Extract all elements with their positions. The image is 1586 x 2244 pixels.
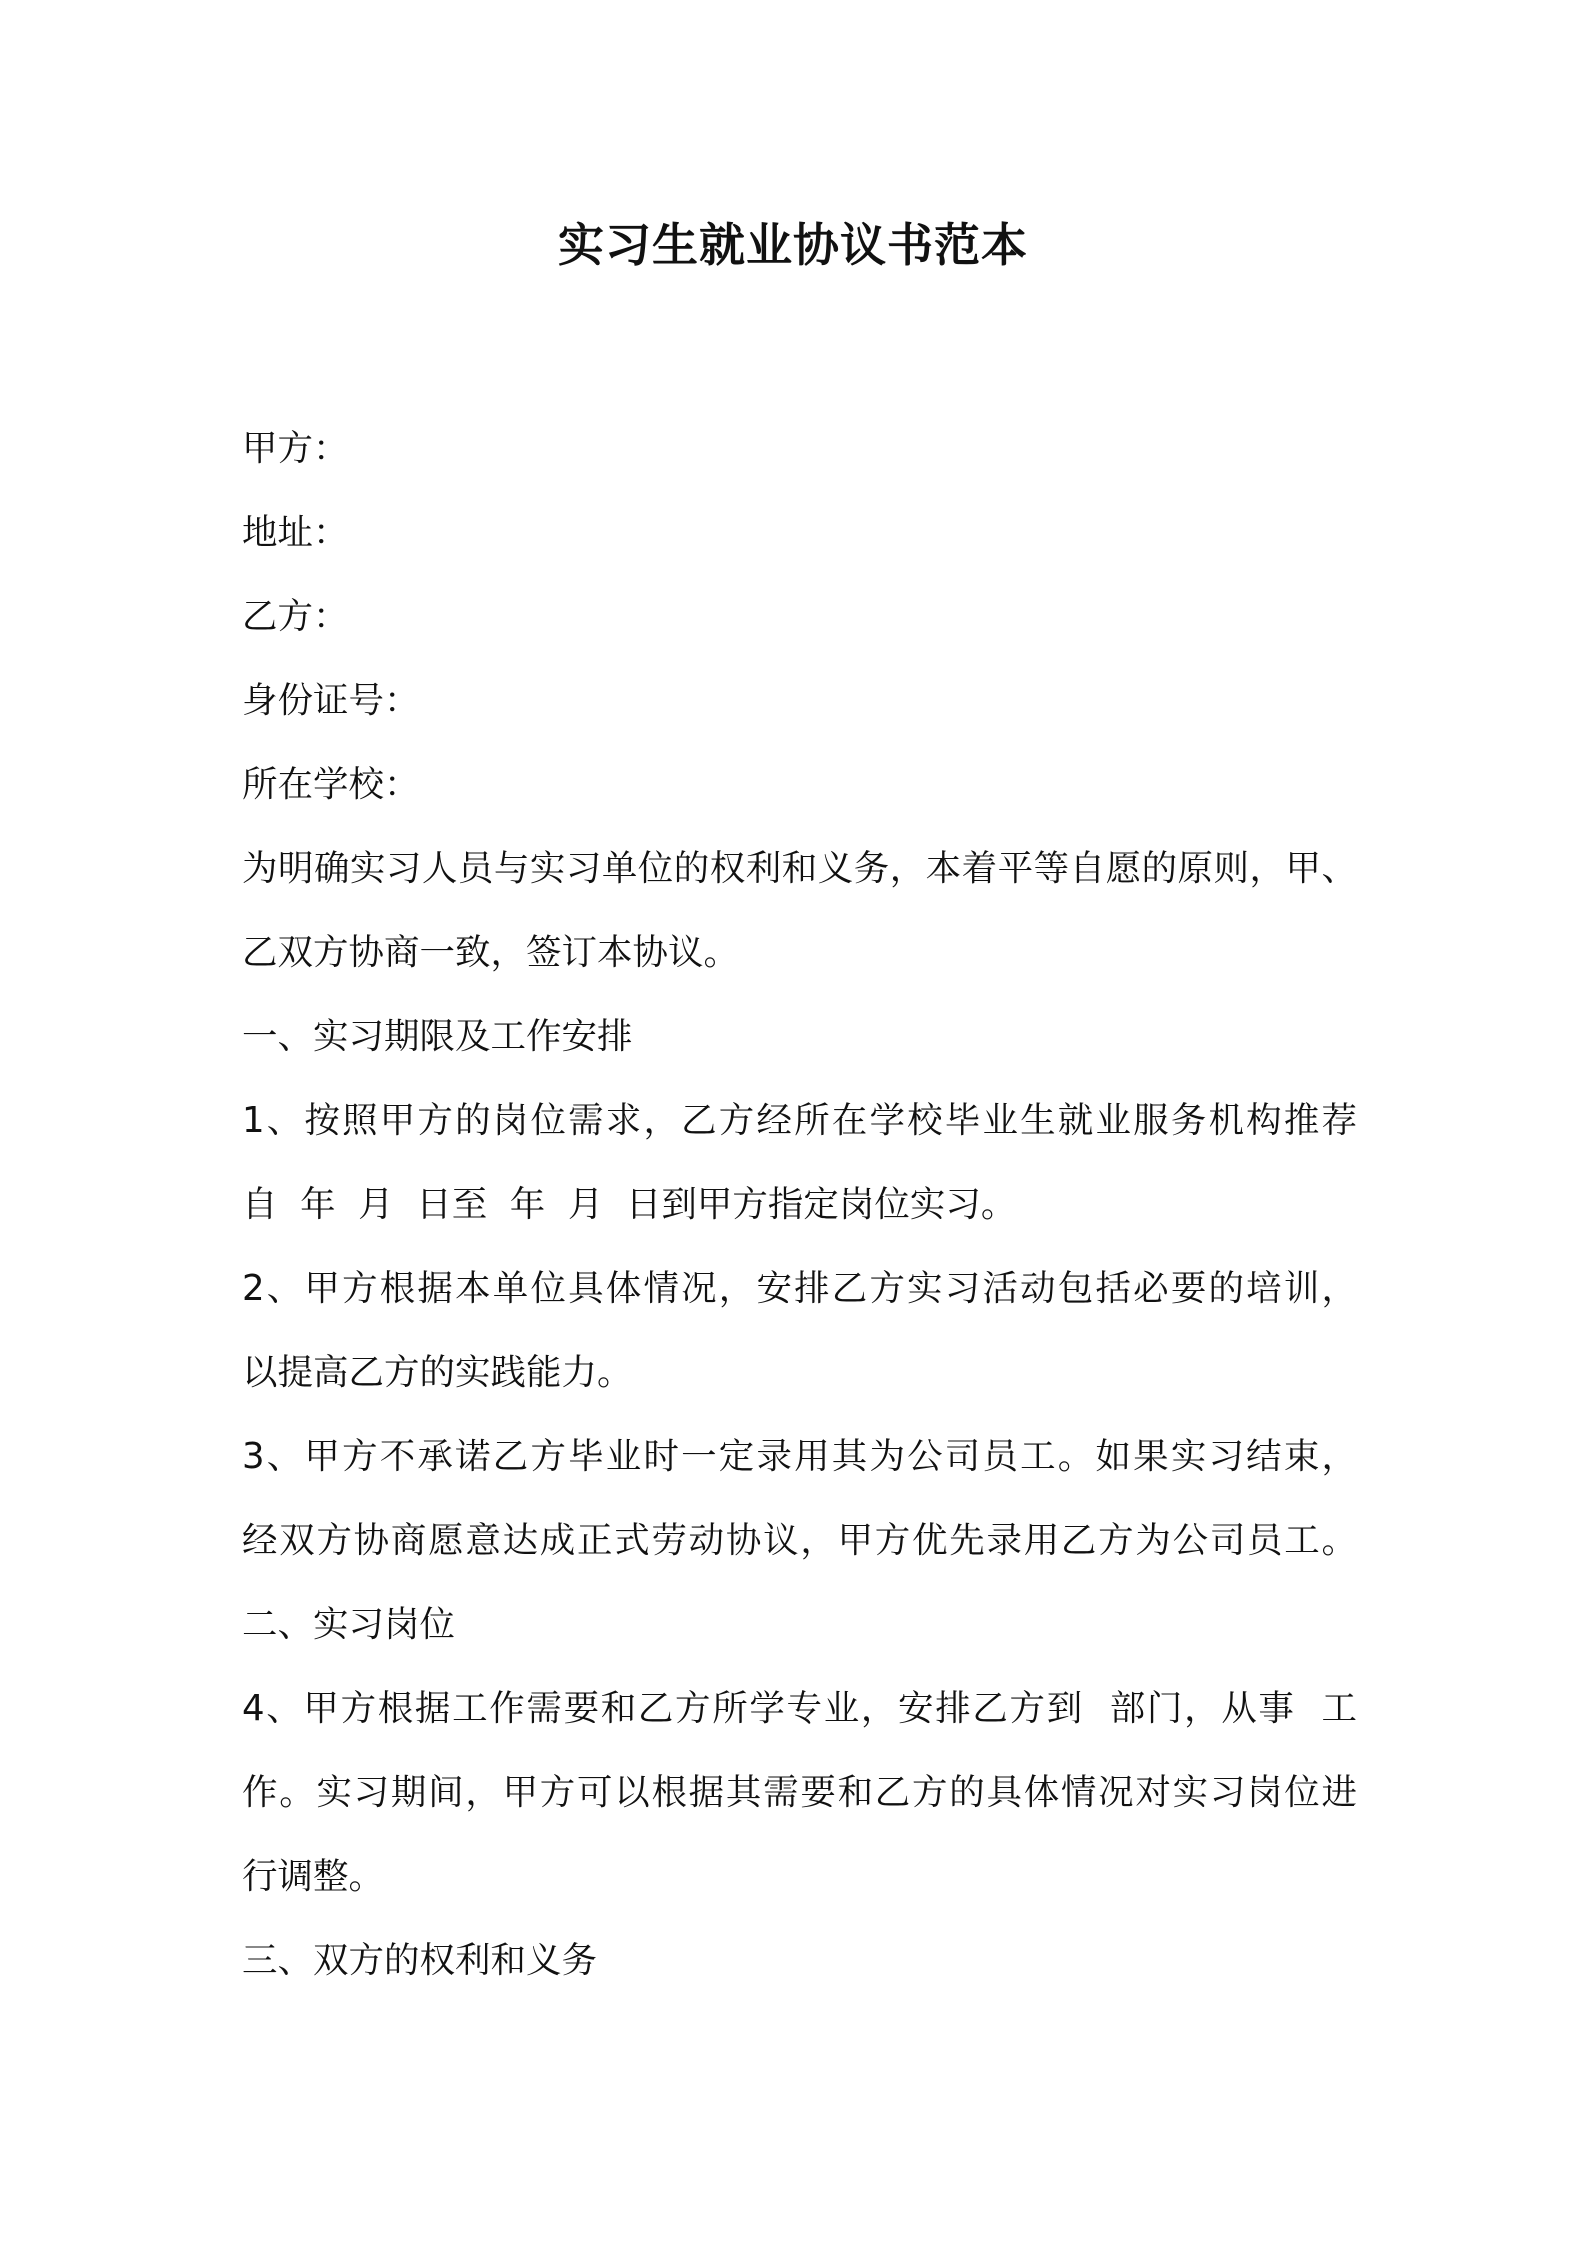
section-3-heading: 三、双方的权利和义务 xyxy=(242,1940,598,1981)
clause-3-line-1: 3、甲方不承诺乙方毕业时一定录用其为公司员工。如果实习结束， xyxy=(242,1436,1357,1477)
section-1-heading: 一、实习期限及工作安排 xyxy=(242,1016,633,1057)
section-2-heading: 二、实习岗位 xyxy=(242,1604,456,1645)
clause-2-line-1: 2、甲方根据本单位具体情况，安排乙方实习活动包括必要的培训， xyxy=(242,1268,1357,1309)
field-party-b: 乙方： xyxy=(242,596,349,637)
clause-4-line-3: 行调整。 xyxy=(242,1856,385,1897)
intro-line-2: 乙双方协商一致，签订本协议。 xyxy=(242,932,740,973)
field-party-a: 甲方： xyxy=(242,428,349,469)
field-address: 地址： xyxy=(242,512,349,553)
clause-2-line-2: 以提高乙方的实践能力。 xyxy=(242,1352,633,1393)
field-school: 所在学校： xyxy=(242,764,420,805)
document-title: 实习生就业协议书范本 xyxy=(558,218,1028,272)
field-id-number: 身份证号： xyxy=(242,680,420,721)
clause-4-line-1: 4、甲方根据工作需要和乙方所学专业，安排乙方到 部门，从事 工 xyxy=(242,1688,1357,1729)
document-body xyxy=(242,407,1357,2003)
clause-1-line-1: 1、按照甲方的岗位需求，乙方经所在学校毕业生就业服务机构推荐 xyxy=(242,1100,1357,1141)
clause-3-line-2: 经双方协商愿意达成正式劳动协议，甲方优先录用乙方为公司员工。 xyxy=(242,1520,1357,1561)
intro-line-1: 为明确实习人员与实习单位的权利和义务，本着平等自愿的原则，甲、 xyxy=(242,848,1357,889)
clause-4-line-2: 作。实习期间，甲方可以根据其需要和乙方的具体情况对实习岗位进 xyxy=(242,1772,1357,1813)
clause-1-line-2: 自 年 月 日至 年 月 日到甲方指定岗位实习。 xyxy=(242,1184,1017,1225)
